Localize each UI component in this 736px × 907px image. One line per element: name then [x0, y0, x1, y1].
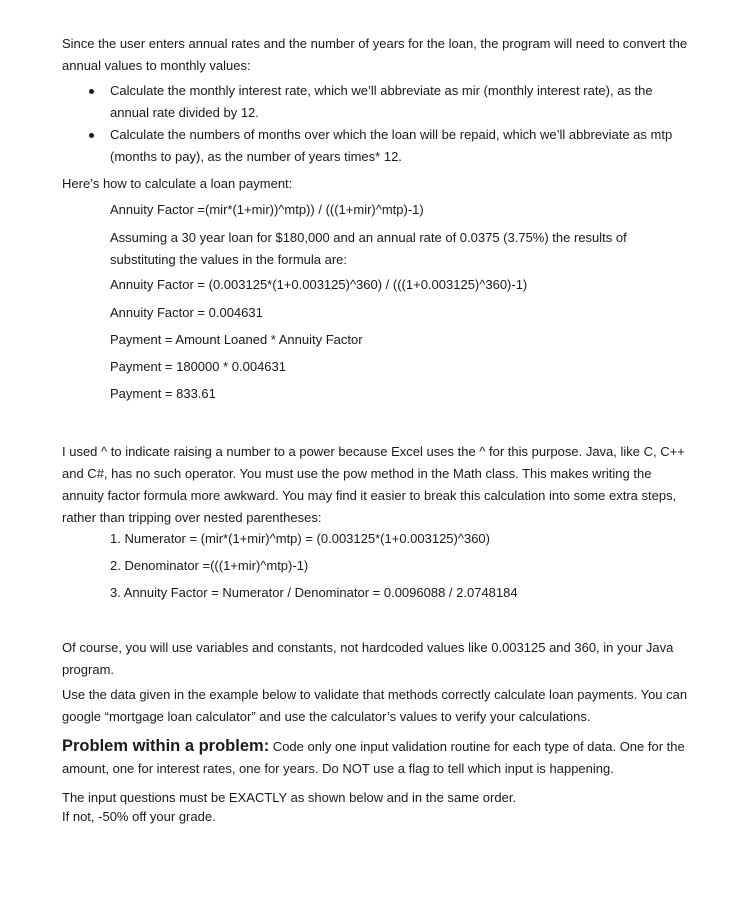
- variables-note-paragraph: Of course, you will use variables and constants, not hardcoded values like 0.003125 and 360, in your Java program.: [62, 640, 674, 677]
- step-annuity-factor: 3. Annuity Factor = Numerator / Denominator = 0.0096088 / 2.0748184: [110, 585, 518, 600]
- list-item: [62, 124, 692, 168]
- substituted-formula: Annuity Factor = (0.003125*(1+0.003125)^360) / (((1+0.003125)^360)-1): [110, 277, 528, 292]
- list-item: [62, 80, 692, 124]
- payment-result: Payment = 833.61: [110, 386, 216, 401]
- bullet-icon: [89, 133, 94, 138]
- intro-paragraph: Since the user enters annual rates and the number of years for the loan, the program will need to convert the annual values to monthly values:: [62, 36, 688, 73]
- step-denominator: 2. Denominator =(((1+mir)^mtp)-1): [110, 558, 309, 573]
- bullet-icon: [89, 89, 94, 94]
- annuity-factor-value: Annuity Factor = 0.004631: [110, 305, 263, 320]
- problem-heading: Problem within a problem:: [62, 737, 270, 755]
- payment-values: Payment = 180000 * 0.004631: [110, 359, 287, 374]
- problem-paragraph: [62, 735, 692, 780]
- step-numerator: 1. Numerator = (mir*(1+mir)^mtp) = (0.003125*(1+0.003125)^360): [110, 531, 490, 546]
- bullet-text: Calculate the monthly interest rate, which we’ll abbreviate as mir (monthly interest rate), as the annual rate divided by 12.: [110, 83, 653, 120]
- input-note-line-2: If not, -50% off your grade.: [62, 809, 216, 824]
- annuity-factor-formula: Annuity Factor =(mir*(1+mir))^mtp)) / (((1+mir)^mtp)-1): [110, 202, 424, 217]
- bullet-text: Calculate the numbers of months over which the loan will be repaid, which we’ll abbreviate as mtp (months to pay), as the number of years times* 12.: [110, 127, 673, 164]
- power-note-paragraph: I used ^ to indicate raising a number to a power because Excel uses the ^ for this purpose. Java, like C, C++ and C#, has no such operator. You must use the pow method in the Math class. This makes writing the annuity factor formula more awkward. You may find it easier to break this calculation into some extra steps, rather than tripping over nested parentheses:: [62, 444, 685, 525]
- validate-note-paragraph: Use the data given in the example below to validate that methods correctly calculate loan payments. You can google “mortgage loan calculator” and use the calculator’s values to verify your calculations.: [62, 687, 688, 724]
- payment-formula: Payment = Amount Loaned * Annuity Factor: [110, 332, 363, 347]
- assuming-paragraph: Assuming a 30 year loan for $180,000 and an annual rate of 0.0375 (3.75%) the results of substituting the values in the formula are:: [110, 230, 627, 267]
- conversion-steps-list: [62, 80, 692, 168]
- input-note-line-1: The input questions must be EXACTLY as shown below and in the same order.: [62, 790, 517, 805]
- problem-text: Code only one input validation routine for each type of data. One for the amount, one for interest rates, one for years. Do NOT use a flag to tell which input is happening.: [62, 739, 685, 776]
- how-to-line: Here’s how to calculate a loan payment:: [62, 176, 293, 191]
